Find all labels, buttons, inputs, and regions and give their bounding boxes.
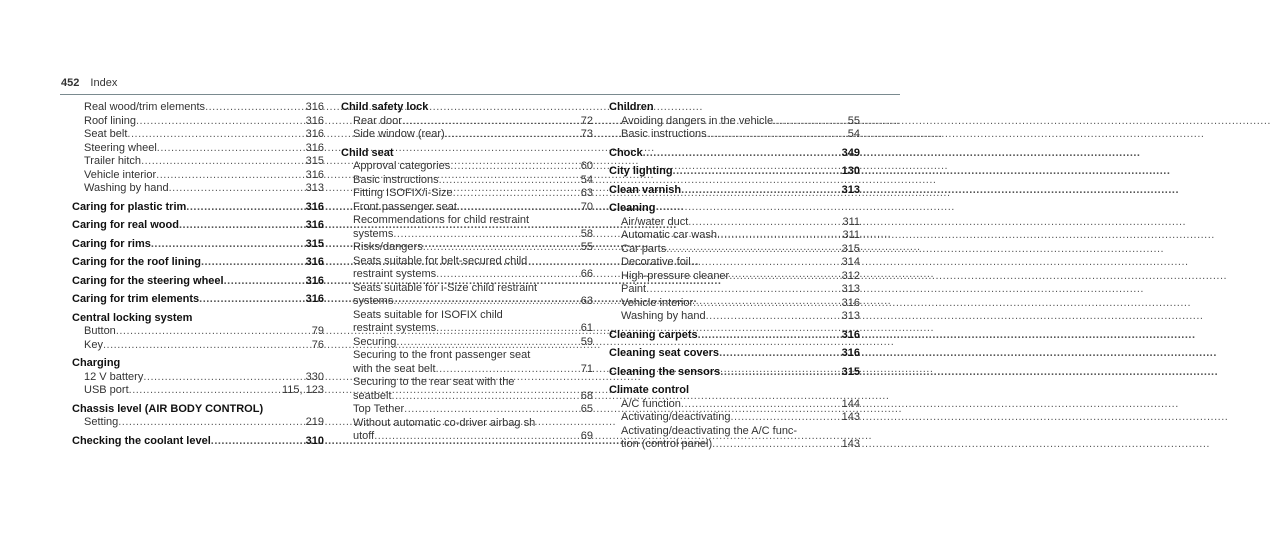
dot-leader [423, 241, 578, 255]
dot-leader [706, 310, 839, 324]
dot-leader [392, 390, 578, 404]
page-reference: 71 [580, 362, 593, 375]
dot-leader [717, 229, 839, 243]
page-reference: 115, 123 [281, 384, 324, 396]
entry-text: Approval categories [353, 160, 451, 172]
page-reference: 316 [305, 293, 324, 305]
dot-leader [211, 435, 303, 449]
index-subentry [341, 128, 593, 142]
entry-text: Roof lining [84, 114, 136, 127]
entry-text: Basic instructions [621, 128, 707, 140]
dot-leader [688, 216, 839, 230]
index-heading [609, 329, 860, 343]
index-heading [72, 357, 324, 371]
page-reference: 315 [305, 155, 324, 167]
page-reference: 316 [841, 296, 860, 309]
entry-text: Real wood/trim elements [84, 101, 206, 113]
dot-leader [169, 182, 303, 196]
index-subentry [341, 268, 593, 282]
entry-text: Button [84, 325, 116, 337]
index-column-1 [72, 101, 324, 448]
entry-text: Securing [353, 335, 397, 348]
index-heading [72, 293, 324, 307]
page-reference: 54 [580, 173, 593, 186]
dot-leader [691, 256, 839, 270]
entry-text: City lighting [609, 165, 673, 177]
index-subentry [609, 115, 860, 129]
entry-text: Climate control [609, 384, 690, 396]
index-subentry [72, 371, 324, 385]
dot-leader [453, 187, 578, 201]
index-subentry [609, 310, 860, 324]
dot-leader [707, 128, 845, 142]
dot-leader [205, 101, 303, 115]
index-subentry [609, 425, 860, 439]
page-reference: 316 [305, 168, 324, 181]
page-reference: 330 [305, 370, 324, 383]
page-reference: 69 [580, 430, 593, 442]
page-reference: 313 [305, 182, 324, 194]
index-subentry [72, 416, 324, 430]
entry-text: systems [353, 227, 394, 240]
entry-text: Caring for rims [72, 237, 151, 250]
page-reference: 316 [305, 128, 324, 140]
index-subentry [341, 228, 593, 242]
entry-text: Seats suitable for belt-secured child [353, 254, 528, 267]
page-reference: 316 [305, 219, 324, 231]
index-subentry [341, 403, 593, 417]
page-reference: 311 [842, 229, 860, 241]
index-subentry [341, 174, 593, 188]
entry-text: Top Tether [353, 403, 405, 415]
entry-text: Car parts [621, 242, 667, 255]
page-reference: 63 [580, 187, 593, 199]
page-reference: 143 [841, 438, 860, 450]
index-subentry [72, 101, 324, 115]
entry-text: Seats suitable for ISOFIX child [353, 308, 503, 321]
entry-text: 12 V battery [84, 370, 144, 383]
entry-text: Key [84, 338, 103, 351]
dot-leader [157, 142, 303, 156]
entry-text: Setting [84, 416, 119, 428]
dot-leader [129, 384, 279, 398]
page-reference: 55 [580, 241, 593, 253]
dot-leader [712, 438, 839, 452]
dot-leader [773, 115, 845, 129]
header-divider [60, 94, 900, 95]
dot-leader [445, 128, 578, 142]
dot-leader [136, 115, 303, 129]
page-reference: 72 [580, 114, 593, 127]
index-subentry [609, 411, 860, 425]
index-subentry [609, 438, 860, 452]
entry-text: Activating/deactivating [621, 411, 731, 423]
entry-text: utoff [353, 430, 375, 442]
entry-text: Children [609, 101, 654, 113]
index-subentry [72, 169, 324, 183]
index-subentry [72, 142, 324, 156]
entry-text: tion (control panel) [621, 438, 713, 450]
index-subentry [341, 430, 593, 444]
page-reference: 314 [841, 256, 860, 268]
dot-leader [141, 155, 303, 169]
page-reference: 130 [841, 165, 860, 177]
page-reference: 73 [580, 128, 593, 140]
index-subentry [341, 336, 593, 350]
entry-text: Avoiding dangers in the vehicle [621, 114, 774, 127]
dot-leader [681, 398, 839, 412]
index-heading [72, 435, 324, 449]
index-heading [609, 147, 860, 161]
entry-text: Cleaning [609, 202, 656, 214]
index-subentry [341, 160, 593, 174]
dot-leader [103, 339, 309, 353]
index-subentry [609, 297, 860, 311]
entry-text: Vehicle interior [84, 168, 157, 181]
index-heading [72, 403, 324, 417]
index-column-3 [609, 101, 860, 452]
page-reference: 76 [311, 338, 324, 351]
page-reference: 316 [305, 114, 324, 127]
dot-leader [402, 115, 578, 129]
entry-text: Side window (rear) [353, 128, 445, 140]
index-heading [72, 256, 324, 270]
dot-leader [666, 243, 838, 257]
dot-leader [118, 416, 302, 430]
index-subentry [341, 187, 593, 201]
dot-leader [374, 430, 578, 444]
entry-text: Washing by hand [84, 182, 169, 194]
dot-leader [643, 147, 839, 161]
entry-text: Chock [609, 146, 643, 159]
entry-text: USB port [84, 384, 129, 396]
entry-text: seatbelt [353, 389, 392, 402]
entry-text: Cleaning seat covers [609, 347, 720, 359]
entry-text: Automatic car wash [621, 229, 717, 241]
entry-text: Caring for real wood [72, 219, 179, 231]
dot-leader [673, 165, 839, 179]
index-subentry [341, 390, 593, 404]
entry-text: systems [353, 295, 394, 307]
index-subentry [72, 182, 324, 196]
page-reference: 63 [580, 295, 593, 307]
page-reference: 316 [305, 256, 324, 268]
entry-text: Paint [621, 283, 647, 295]
page-reference: 311 [842, 215, 860, 228]
entry-text: Cleaning carpets [609, 328, 698, 341]
index-subentry [609, 229, 860, 243]
entry-text: Risks/dangers [353, 241, 423, 253]
page-reference: 316 [841, 347, 860, 359]
page-reference: 312 [841, 269, 860, 282]
index-heading [72, 201, 324, 215]
index-subentry [341, 376, 593, 390]
page-reference: 65 [580, 403, 593, 415]
dot-leader [698, 329, 839, 343]
index-subentry [341, 295, 593, 309]
page-reference: 310 [305, 434, 324, 447]
page-reference: 61 [580, 322, 593, 334]
index-subentry [609, 128, 860, 142]
index-heading [341, 147, 593, 161]
index-subentry [72, 128, 324, 142]
index-heading [72, 275, 324, 289]
page-reference: 349 [841, 146, 860, 159]
page-reference: 315 [305, 237, 324, 250]
dot-leader [199, 293, 303, 307]
dot-leader [116, 325, 309, 339]
page-number: 452 [61, 77, 80, 89]
entry-text: Checking the coolant level [72, 434, 211, 447]
page-reference: 313 [841, 310, 860, 322]
page-reference: 316 [305, 141, 324, 154]
entry-text: Recommendations for child restraint [353, 214, 530, 226]
page-reference: 143 [841, 411, 860, 423]
page-reference: 59 [580, 335, 593, 348]
dot-leader [186, 201, 302, 215]
page-reference: 58 [580, 227, 593, 240]
page-reference: 68 [580, 389, 593, 402]
entry-text: Child safety lock [341, 101, 429, 113]
dot-leader [436, 363, 578, 377]
page-reference: 315 [841, 365, 860, 378]
page-reference: 55 [847, 114, 860, 127]
index-subentry [341, 214, 593, 228]
page-reference: 79 [311, 325, 324, 337]
index-subentry [341, 309, 593, 323]
index-subentry [609, 270, 860, 284]
entry-text: Activating/deactivating the A/C func- [621, 424, 798, 437]
entry-text: Rear door [353, 114, 402, 127]
page-reference: 219 [305, 416, 324, 428]
index-subentry [341, 322, 593, 336]
entry-text: Seat belt [84, 128, 128, 140]
dot-leader [646, 283, 839, 297]
index-heading [341, 101, 593, 115]
index-heading [72, 219, 324, 233]
section-title: Index [90, 77, 118, 89]
entry-text: restraint systems [353, 268, 437, 280]
page-reference: 316 [841, 328, 860, 341]
page-reference: 316 [305, 274, 324, 287]
entry-text: Cleaning the sensors [609, 365, 721, 378]
entry-text: Trailer hitch [84, 155, 142, 167]
page-reference: 316 [305, 101, 324, 113]
dot-leader [127, 128, 302, 142]
entry-text: Without automatic co-driver airbag sh [353, 416, 536, 429]
dot-leader [457, 201, 578, 215]
dot-leader [396, 336, 577, 350]
index-heading [609, 347, 860, 361]
dot-leader [404, 403, 578, 417]
entry-text: Steering wheel [84, 141, 157, 154]
dot-leader [393, 228, 577, 242]
index-heading [609, 101, 860, 115]
entry-text: Child seat [341, 146, 394, 159]
entry-text: Decorative foil [621, 256, 691, 268]
entry-text: Chassis level (AIR BODY CONTROL) [72, 402, 264, 415]
index-subentry [341, 255, 593, 269]
page-reference: 66 [580, 268, 593, 280]
entry-text: Charging [72, 357, 121, 369]
entry-text: Seats suitable for i-Size child restraint [353, 281, 538, 294]
index-subentry [341, 241, 593, 255]
index-subentry [72, 384, 324, 398]
page-reference: 144 [841, 397, 860, 410]
dot-leader [436, 268, 578, 282]
page-reference: 54 [847, 128, 860, 140]
entry-text: Caring for the steering wheel [72, 274, 224, 287]
entry-text: Vehicle interior [621, 296, 694, 309]
index-subentry [341, 363, 593, 377]
index-subentry [72, 155, 324, 169]
index-subentry [341, 201, 593, 215]
entry-text: Securing to the rear seat with the [353, 376, 515, 388]
index-subentry [341, 349, 593, 363]
index-subentry [72, 115, 324, 129]
entry-text: Clean varnish [609, 183, 682, 196]
entry-text: with the seat belt [353, 362, 436, 375]
index-heading [72, 312, 324, 326]
index-subentry [341, 417, 593, 431]
entry-text: restraint systems [353, 322, 437, 334]
dot-leader [201, 256, 303, 270]
entry-text: Central locking system [72, 311, 193, 324]
index-subentry [72, 325, 324, 339]
page-reference: 70 [580, 200, 593, 213]
dot-leader [393, 295, 577, 309]
entry-text: High-pressure cleaner [621, 269, 730, 282]
entry-text: Caring for plastic trim [72, 200, 187, 213]
index-heading [72, 238, 324, 252]
page-reference: 60 [580, 160, 593, 172]
entry-text: Air/water duct [621, 215, 689, 228]
dot-leader [151, 238, 303, 252]
dot-leader [730, 411, 838, 425]
dot-leader [719, 347, 839, 361]
entry-text: Caring for trim elements [72, 293, 200, 305]
page-header [61, 77, 117, 89]
entry-text: Fitting ISOFIX/i-Size [353, 187, 453, 199]
dot-leader [224, 275, 303, 289]
dot-leader [729, 270, 838, 284]
index-heading [609, 384, 860, 398]
index-heading [609, 165, 860, 179]
index-subentry [341, 282, 593, 296]
index-subentry [609, 398, 860, 412]
entry-text: Securing to the front passenger seat [353, 349, 531, 361]
index-heading [609, 184, 860, 198]
index-subentry [72, 339, 324, 353]
index-heading [609, 366, 860, 380]
index-heading [609, 202, 860, 216]
page-reference: 315 [841, 242, 860, 255]
index-subentry [609, 216, 860, 230]
dot-leader [143, 371, 302, 385]
dot-leader [436, 322, 578, 336]
index-subentry [609, 243, 860, 257]
index-subentry [609, 283, 860, 297]
dot-leader [450, 160, 578, 174]
dot-leader [693, 297, 838, 311]
dot-leader [179, 219, 303, 233]
entry-text: Front passenger seat [353, 200, 457, 213]
page-reference: 313 [841, 283, 860, 295]
entry-text: Basic instructions [353, 173, 439, 186]
dot-leader [439, 174, 578, 188]
page-reference: 316 [305, 200, 324, 213]
entry-text: Caring for the roof lining [72, 256, 201, 268]
index-subentry [341, 115, 593, 129]
index-subentry [609, 256, 860, 270]
dot-leader [681, 184, 839, 198]
dot-leader [156, 169, 302, 183]
index-column-2 [341, 101, 593, 444]
page-reference: 313 [841, 183, 860, 196]
dot-leader [720, 366, 838, 380]
entry-text: Washing by hand [621, 310, 706, 322]
entry-text: A/C function [621, 397, 681, 410]
